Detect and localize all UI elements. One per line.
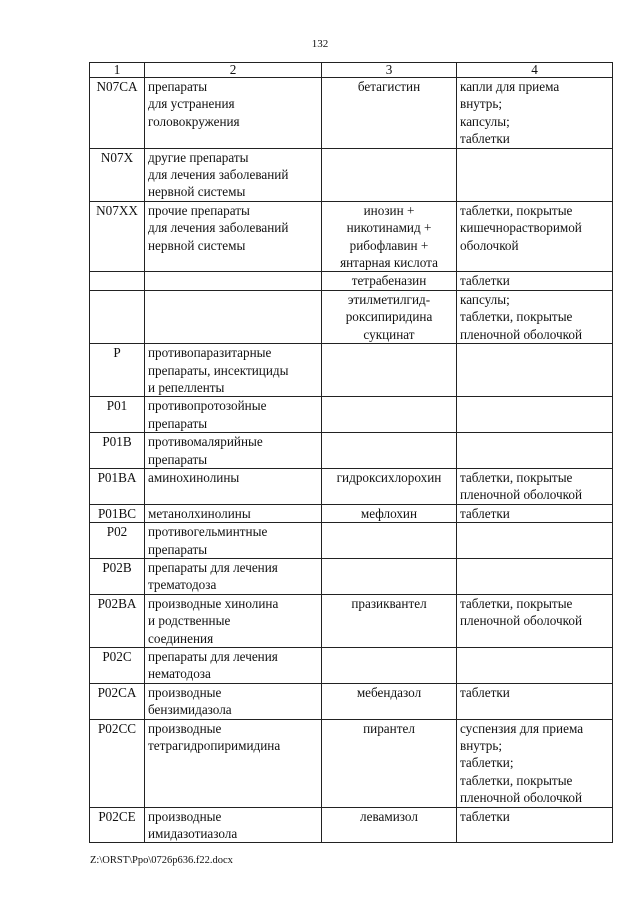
cell-line: тетрабеназин (351, 273, 427, 289)
cell-line: таблетки, покрытые (460, 772, 573, 788)
cell-line: препараты (148, 451, 208, 467)
dosage-form-cell (457, 504, 613, 522)
group-name-cell (145, 397, 322, 433)
group-name-cell (145, 272, 322, 290)
group-name-cell (145, 594, 322, 647)
cell-line: и родственные (148, 613, 231, 629)
drug-name-cell (322, 397, 457, 433)
cell-line: бетагистин (357, 79, 421, 94)
cell-line: противопаразитарные (148, 345, 272, 361)
drug-name-cell (322, 290, 457, 343)
dosage-form-cell (457, 433, 613, 469)
cell-line: суспензия для приема (460, 720, 584, 736)
dosage-form-cell (457, 272, 613, 290)
drug-name-cell (322, 148, 457, 201)
dosage-form-cell (457, 683, 613, 719)
table-header-row (90, 63, 613, 78)
cell-line: нервной системы (148, 237, 246, 253)
cell-line: таблетки, покрытые (460, 595, 573, 611)
cell-line: таблетки (460, 684, 510, 700)
drug-name-cell (322, 272, 457, 290)
cell-line: противопротозойные (148, 398, 267, 414)
atc-code-cell: P02CC (90, 719, 145, 807)
table-row (90, 468, 613, 504)
group-name-cell (145, 719, 322, 807)
drug-name-cell (322, 594, 457, 647)
table-row (90, 594, 613, 647)
table-row (90, 683, 613, 719)
table-row (90, 78, 613, 149)
atc-code-cell: P01BC (90, 504, 145, 522)
cell-line: тетрагидропиримидина (148, 738, 281, 754)
header-col-1: 1 (90, 63, 145, 78)
header-col-2: 2 (145, 63, 322, 78)
header-col-3: 3 (322, 63, 457, 78)
table-row (90, 272, 613, 290)
cell-line: оболочкой (460, 237, 519, 253)
group-name-cell (145, 290, 322, 343)
atc-code-cell: P02C (90, 648, 145, 684)
dosage-form-cell (457, 719, 613, 807)
cell-line: внутрь; (460, 738, 503, 754)
dosage-form-cell (457, 78, 613, 149)
cell-line: прочие препараты (148, 202, 250, 218)
cell-line: этилметилгид- (347, 291, 431, 307)
cell-line: соединения (148, 630, 214, 646)
table-row (90, 397, 613, 433)
dosage-form-cell (457, 344, 613, 397)
cell-line: таблетки (460, 505, 510, 521)
group-name-cell (145, 201, 322, 272)
table-row (90, 148, 613, 201)
group-name-cell (145, 148, 322, 201)
table-row (90, 648, 613, 684)
cell-line: противомалярийные (148, 434, 263, 450)
atc-code-cell: P02B (90, 558, 145, 594)
drug-name-cell (322, 201, 457, 272)
cell-line: капли для приема (460, 79, 560, 94)
cell-line: для лечения заболеваний (148, 220, 289, 236)
cell-line: сукцинат (363, 326, 415, 342)
cell-line: пленочной оболочкой (460, 790, 583, 806)
cell-line: нервной системы (148, 184, 246, 200)
atc-code-cell: P02BA (90, 594, 145, 647)
atc-code-cell: P01BA (90, 468, 145, 504)
dosage-form-cell (457, 290, 613, 343)
cell-line: левамизол (360, 808, 418, 824)
table-row (90, 807, 613, 843)
drug-name-cell (322, 719, 457, 807)
cell-line: препараты для лечения (148, 559, 278, 575)
cell-line: таблетки, покрытые (460, 309, 573, 325)
cell-line: метанолхинолины (148, 505, 251, 521)
cell-line: роксипиридина (345, 309, 433, 325)
cell-line: таблетки, покрытые (460, 469, 573, 485)
drug-name-cell (322, 807, 457, 843)
table-row (90, 201, 613, 272)
cell-line: производные (148, 720, 222, 736)
cell-line: нематодоза (148, 666, 211, 682)
cell-line: для устранения (148, 96, 235, 112)
cell-line: бензимидазола (148, 702, 232, 718)
cell-line: имидазотиазола (148, 826, 238, 842)
table-row (90, 523, 613, 559)
cell-line: препараты (148, 79, 208, 94)
cell-line: производные хинолина (148, 595, 279, 611)
dosage-form-cell (457, 648, 613, 684)
atc-code-cell: P01 (90, 397, 145, 433)
cell-line: пленочной оболочкой (460, 326, 583, 342)
cell-line: для лечения заболеваний (148, 167, 289, 183)
cell-line: трематодоза (148, 577, 217, 593)
atc-code-cell: P02 (90, 523, 145, 559)
atc-code-cell: P02CE (90, 807, 145, 843)
drug-name-cell (322, 523, 457, 559)
dosage-form-cell (457, 468, 613, 504)
dosage-form-cell (457, 201, 613, 272)
drug-name-cell (322, 504, 457, 522)
cell-line: кишечнорастворимой (460, 220, 582, 236)
dosage-form-cell (457, 558, 613, 594)
dosage-form-cell (457, 523, 613, 559)
atc-code-cell: N07XX (90, 201, 145, 272)
atc-code-cell: P01B (90, 433, 145, 469)
cell-line: капсулы; (460, 291, 510, 307)
group-name-cell (145, 558, 322, 594)
drug-name-cell (322, 683, 457, 719)
cell-line: таблетки (460, 273, 510, 289)
cell-line: препараты для лечения (148, 649, 278, 664)
group-name-cell (145, 344, 322, 397)
cell-line: таблетки (460, 131, 510, 147)
cell-line: мебендазол (356, 684, 422, 700)
group-name-cell (145, 648, 322, 684)
group-name-cell (145, 683, 322, 719)
atc-code-cell: N07X (90, 148, 145, 201)
table-row (90, 504, 613, 522)
drug-name-cell (322, 433, 457, 469)
cell-line: другие препараты (148, 149, 249, 165)
cell-line: таблетки; (460, 755, 514, 771)
cell-line: никотинамид + (346, 220, 432, 236)
group-name-cell (145, 807, 322, 843)
atc-code-cell: P02CA (90, 683, 145, 719)
cell-line: рибофлавин + (349, 237, 429, 253)
dosage-form-cell (457, 807, 613, 843)
cell-line: пирантел (363, 720, 415, 736)
drug-name-cell (322, 78, 457, 149)
page-number: 132 (311, 38, 329, 50)
footer-file-path: Z:\ORST\Ppo\0726p636.f22.docx (90, 855, 233, 866)
group-name-cell (145, 433, 322, 469)
atc-code-cell (90, 290, 145, 343)
atc-code-cell: N07CA (90, 78, 145, 149)
header-col-4: 4 (457, 63, 613, 78)
table-row (90, 558, 613, 594)
cell-line: препараты (148, 541, 208, 557)
drug-table (89, 62, 613, 843)
cell-line: мефлохин (360, 505, 418, 521)
cell-line: аминохинолины (148, 469, 240, 485)
drug-name-cell (322, 558, 457, 594)
dosage-form-cell (457, 148, 613, 201)
cell-line: янтарная кислота (340, 255, 438, 271)
table-row (90, 290, 613, 343)
cell-line: таблетки (460, 808, 510, 824)
cell-line: таблетки, покрытые (460, 202, 573, 218)
drug-name-cell (322, 648, 457, 684)
cell-line: и репелленты (148, 379, 225, 395)
cell-line: пленочной оболочкой (460, 613, 583, 629)
dosage-form-cell (457, 397, 613, 433)
cell-line: препараты (148, 415, 208, 431)
cell-line: производные (148, 808, 222, 824)
group-name-cell (145, 523, 322, 559)
atc-code-cell (90, 272, 145, 290)
cell-line: внутрь; (460, 96, 503, 112)
dosage-form-cell (457, 594, 613, 647)
cell-line: препараты, инсектициды (148, 362, 289, 378)
cell-line: производные (148, 684, 222, 700)
drug-name-cell (322, 344, 457, 397)
group-name-cell (145, 468, 322, 504)
table-row (90, 719, 613, 807)
cell-line: празиквантел (351, 595, 427, 611)
group-name-cell (145, 78, 322, 149)
group-name-cell (145, 504, 322, 522)
cell-line: инозин + (363, 202, 415, 218)
cell-line: капсулы; (460, 113, 510, 129)
table-row (90, 433, 613, 469)
cell-line: гидроксихлорохин (336, 469, 442, 485)
atc-code-cell: P (90, 344, 145, 397)
cell-line: пленочной оболочкой (460, 487, 583, 503)
cell-line: противогельминтные (148, 524, 268, 540)
table-row (90, 344, 613, 397)
cell-line: головокружения (148, 113, 240, 129)
drug-name-cell (322, 468, 457, 504)
